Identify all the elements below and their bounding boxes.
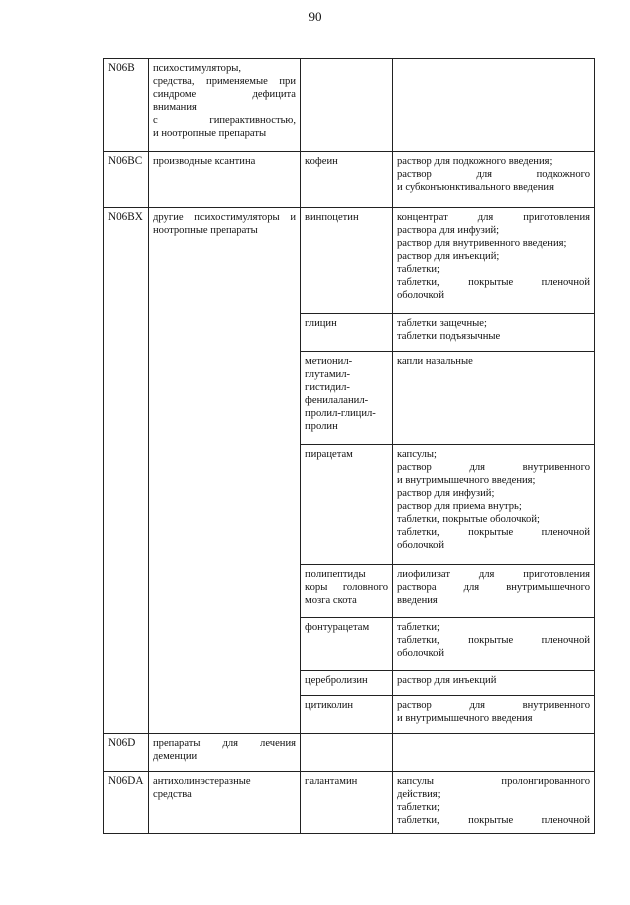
dosage-forms: таблетки защечные; таблетки подъязычные xyxy=(393,314,595,352)
atc-group: другие психостимуляторы и ноотропные препараты xyxy=(149,208,301,734)
drug-name: цитиколин xyxy=(301,696,393,734)
atc-code: N06DA xyxy=(104,772,149,834)
drug-name: пирацетам xyxy=(301,445,393,565)
drug-name: полипептиды коры головного мозга скота xyxy=(301,565,393,618)
table-row xyxy=(104,208,595,314)
dosage-forms: капсулы пролонгированного действия; таблетки; таблетки, покрытые пленочной xyxy=(393,772,595,834)
dosage-forms: лиофилизат для приготовления раствора для внутримышечного введения xyxy=(393,565,595,618)
atc-code: N06D xyxy=(104,734,149,772)
drug-name: галантамин xyxy=(301,772,393,834)
atc-code: N06BC xyxy=(104,152,149,208)
dosage-forms: концентрат для приготовления раствора для инфузий; раствор для внутривенного введения; раствор для инъекций; таблетки; таблетки, покрытые пленочной оболочкой xyxy=(393,208,595,314)
drug-name: кофеин xyxy=(301,152,393,208)
drug-name: метионил- глутамил- гистидил- фенилаланил- пролил-глицил- пролин xyxy=(301,352,393,445)
dosage-forms: капли назальные xyxy=(393,352,595,445)
dosage-forms xyxy=(393,734,595,772)
atc-code: N06B xyxy=(104,59,149,152)
atc-code: N06BX xyxy=(104,208,149,734)
page-number: 90 xyxy=(308,9,322,24)
atc-group: производные ксантина xyxy=(149,152,301,208)
atc-group: психостимуляторы, средства, применяемые при синдроме дефицита внимания с гиперактивностью, и ноотропные препараты xyxy=(149,59,301,152)
table-row xyxy=(104,734,595,772)
dosage-forms: таблетки; таблетки, покрытые пленочной оболочкой xyxy=(393,618,595,671)
drug-name: церебролизин xyxy=(301,671,393,696)
drug-name: фонтурацетам xyxy=(301,618,393,671)
atc-group: антихолинэстеразные средства xyxy=(149,772,301,834)
drug-name xyxy=(301,59,393,152)
drug-name xyxy=(301,734,393,772)
drug-name: глицин xyxy=(301,314,393,352)
drug-name: винпоцетин xyxy=(301,208,393,314)
drug-table xyxy=(103,58,595,834)
dosage-forms xyxy=(393,59,595,152)
dosage-forms: раствор для инъекций xyxy=(393,671,595,696)
dosage-forms: капсулы; раствор для внутривенного и внутримышечного введения; раствор для инфузий; раствор для приема внутрь; таблетки, покрытые оболочкой; таблетки, покрытые пленочной оболочкой xyxy=(393,445,595,565)
dosage-forms: раствор для внутривенного и внутримышечного введения xyxy=(393,696,595,734)
table-row xyxy=(104,772,595,834)
table-row xyxy=(104,152,595,208)
table-row xyxy=(104,59,595,152)
dosage-forms: раствор для подкожного введения; раствор для подкожного и субконъюнктивального введения xyxy=(393,152,595,208)
atc-group: препараты для лечения деменции xyxy=(149,734,301,772)
